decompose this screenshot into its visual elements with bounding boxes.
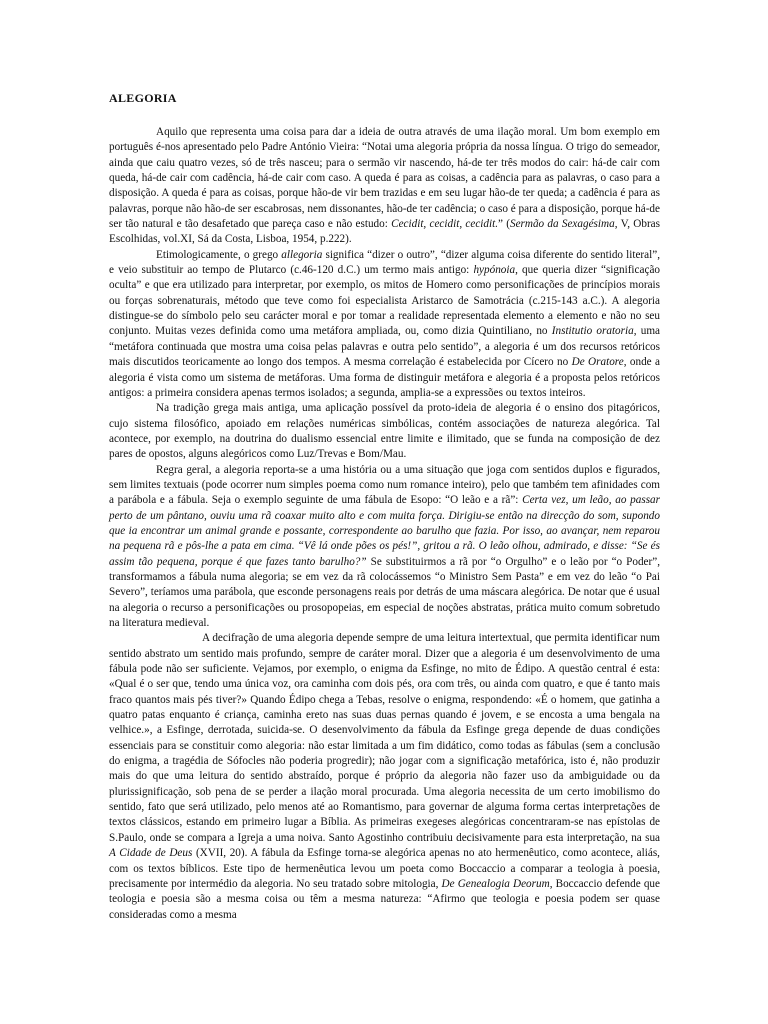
- paragraph: [109, 463, 660, 632]
- paragraph: [109, 125, 660, 248]
- text-run: , uma “metáfora continuada que mostra uma coisa pelas palavras e outra pelo sentido”, a alegoria é um dos recursos retóricos mais discutidos teoricamente ao longo dos tempos. A mesma correlação é estabelecida por Cícero no: [109, 325, 660, 369]
- text-run: , onde a alegoria é vista como um sistema de metáforas. Uma forma de distinguir metáfora e alegoria é a proposta pelos retóricos antigos: a primeira considera apenas termos isolados; a segunda, amplia-se a expressões ou textos inteiros.: [109, 356, 660, 399]
- italic-text: hypónoia: [473, 264, 516, 277]
- italic-text: allegoria: [281, 248, 323, 261]
- text-run: Na tradição grega mais antiga, uma aplicação possível da proto-ideia de alegoria é o ensino dos pitagóricos, cujo sistema filosófico, apoiado em relações numéricas simbólicas, contém associações de natureza alegórica. Tal acontece, por exemplo, na doutrina do dualismo essencial entre limite e ilimitado, que se funda na composição de dez pares de opostos, alguns alegóricos como Luz/Trevas e Bom/Mau.: [109, 402, 660, 461]
- italic-text: Institutio oratoria: [551, 325, 634, 338]
- paragraph: [109, 401, 660, 462]
- text-run: , Boccaccio defende que teologia e poesia são a mesma coisa ou têm a mesma natureza: “Afirmo que teologia e poesia podem ser quase consideradas como a mesma: [109, 877, 660, 921]
- italic-text: A Cidade de Deus: [109, 847, 193, 860]
- paragraph: [109, 631, 660, 923]
- italic-text: De Oratore: [571, 356, 624, 369]
- paragraph: [109, 248, 660, 401]
- text-run: , que queria dizer “significação oculta” e que era utilizado para interpretar, por exemplo, os mitos de Homero como personificações de princípios morais ou forças sobrenaturais, método que teve como foi especialista Aristarco de Samotrácia (c.215-143 a.C.). A alegoria distingue-se do símbolo pelo seu carácter moral e por tomar a realidade representada elemento a elemento e não no seu conjunto. Muitas vezes definida como uma metáfora ampliada, ou, como dizia Quintiliano, no: [109, 264, 661, 338]
- text-run: (XVII, 20). A fábula da Esfinge torna-se alegórica apenas no ato hermenêutico, como acontece, aliás, com os textos bíblicos. Este tipo de hermenêutica levou um poeta como Boccaccio a comparar a teologia à poesia, precisamente por intermédio da alegoria. No seu tratado sobre mitologia,: [109, 847, 660, 890]
- text-run: Etimologicamente, o grego: [156, 248, 282, 261]
- document-title: ALEGORIA: [109, 91, 177, 105]
- italic-text: De Genealogia Deorum: [441, 877, 550, 890]
- text-run: A decifração de uma alegoria depende sempre de uma leitura intertextual, que permita identificar num sentido abstrato um sentido mais profundo, sempre de caráter moral. Dizer que a alegoria é um desenvolvimento de uma fábula pode não ser suficiente. Vejamos, por exemplo, o enigma da Esfinge, no mito de Édipo. A questão central é esta: «Qual é o ser que, tendo uma única voz, ora caminha com dois pés, ora com três, ou ainda com quatro, e que é tanto mais fraco quantos mais pés tiver?» Quando Édipo chega a Tebas, resolve o enigma, respondendo: «É o homem, que gatinha a quatro patas enquanto é criança, caminha ereto nas suas duas pernas quando é jovem, e se encosta a uma bengala na velhice.», a Esfinge, derrotada, suicida-se. O desenvolvimento da fábula da Esfinge grega depende de duas condições essenciais para se constituir como alegoria: não estar limitada a um fim didático, como todas as fábulas (sem a conclusão do enigma, a tragédia de Sófocles não poderia progredir); não jogar com a significação metafórica, isto é, não produzir mais do que uma leitura do sentido abstraído, porque é próprio da alegoria não fazer uso da ambiguidade ou da plurissignificação, sob pena de se perder a ilação moral procurada. Uma alegoria necessita de um certo imobilismo do sentido, fato que será utilizado, pelo menos até ao Romantismo, para governar de alguma forma certas interpretações de textos clássicos, estando em primeiro lugar a Bíblia. As primeiras exegeses alegóricas concentraram-se nas epístolas de S.Paulo, onde se compara a Igreja a uma noiva. Santo Agostinho contribuiu decisivamente para esta interpretação, na sua: [109, 632, 660, 844]
- italic-text: Sermão da Sexagésima: [509, 218, 615, 231]
- text-run: Aquilo que representa uma coisa para dar a ideia de outra através de uma ilação moral. Um bom exemplo em português é-nos apresentado pelo Padre António Vieira: “Notai uma alegoria própria da nossa língua. O trigo do semeador, ainda que caiu quatro vezes, só de três nasceu; para o sermão vir nascendo, há-de ter três modos do cair: há-de cair com queda, há-de cair com cadência, há-de cair com caso. A queda é para as coisas, a cadência para as palavras, o caso para a disposição. A queda é para as coisas, porque hão-de vir bem trazidas e em seu lugar hão-de ter queda; a cadência é para as palavras, porque não hão-de ser escabrosas, nem dissonantes, hão-de ter cadência; o caso é para a disposição, porque há-de ser tão natural e tão desafetado que pareça caso e não estudo:: [109, 126, 660, 231]
- document-page: [109, 91, 660, 923]
- document-body: [109, 125, 660, 923]
- text-run: , V, Obras Escolhidas, vol.XI, Sá da Costa, Lisboa, 1954, p.222).: [109, 218, 660, 246]
- text-run: ” (: [498, 218, 510, 231]
- text-run: significa “dizer o outro”, “dizer alguma coisa diferente do sentido literal”, e veio substituir ao tempo de Plutarco (c.46-120 d.C.) um termo mais antigo:: [109, 248, 660, 277]
- italic-text: Cecidit, cecidit, cecidit.: [391, 218, 498, 231]
- text-run: Regra geral, a alegoria reporta-se a uma história ou a uma situação que joga com sentidos duplos e figurados, sem limites textuais (pode ocorrer num simples poema como num romance inteiro), pelo que também tem afinidades com a parábola e a fábula. Seja o exemplo seguinte de uma fábula de Esopo: “O leão e a rã”:: [109, 463, 660, 507]
- italic-text: Certa vez, um leão, ao passar perto de um pântano, ouviu uma rã coaxar muito alto e com muita força. Dirigiu-se então na direcção do som, supondo que ia encontrar um animal grande e possante, correspondente ao barulho que fazia. Por isso, ao avançar, nem reparou na pequena rã e pôs-lhe a pata em cima. “Vê lá onde pões os pés!”, gritou a rã. O leão olhou, admirado, e disse: “Se és assim tão pequena, porque é que fazes tanto barulho?”: [109, 494, 660, 568]
- text-run: Se substituirmos a rã por “o Orgulho” e o leão por “o Poder”, transformamos a fábula numa alegoria; se em vez da rã colocássemos “o Ministro Sem Pasta” e em vez do leão “o Pai Severo”, teríamos uma parábola, que esconde personagens reais por detrás de uma máscara alegórica. De notar que é usual na alegoria o recurso a personificações ou prosopopeias, em especial de noções abstratas, prática muito comum sobretudo na literatura medieval.: [109, 555, 661, 629]
